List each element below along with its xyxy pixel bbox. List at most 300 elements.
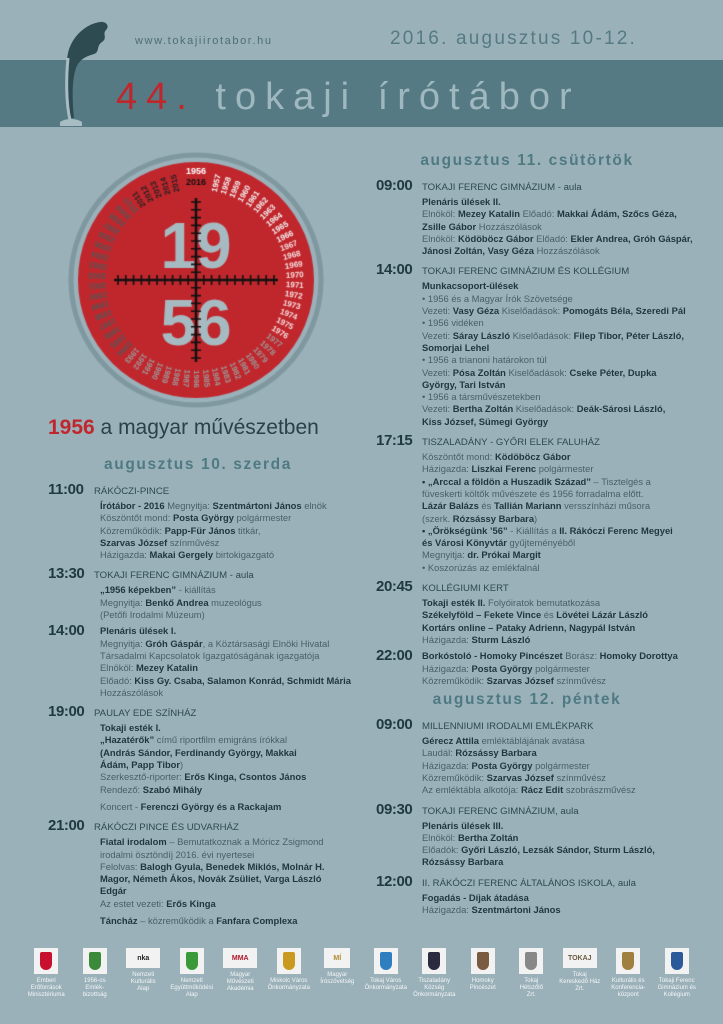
detail-text: Előadó: bbox=[519, 208, 557, 220]
detail-line bbox=[422, 488, 678, 500]
1956-emblem bbox=[66, 150, 326, 410]
sponsor-item[interactable] bbox=[410, 948, 459, 999]
detail-text: Közreműködik: bbox=[422, 771, 487, 783]
sponsor-label: Tokaj Hétszőlő Zrt. bbox=[519, 978, 543, 998]
detail-line bbox=[100, 734, 348, 746]
detail-line bbox=[422, 280, 678, 292]
name-text: • „Arccal a földön a Huszadik Század” bbox=[422, 475, 591, 487]
website-url[interactable]: www.tokajiirotabor.hu bbox=[135, 35, 273, 47]
event-header bbox=[376, 716, 678, 735]
detail-text: Elnököl: bbox=[422, 831, 458, 843]
name-text: Posta György bbox=[471, 759, 533, 771]
detail-text: Köszöntőt mond: bbox=[100, 512, 173, 524]
detail-text: Laudál: bbox=[422, 747, 456, 759]
name-text: Ködöböcz Gábor bbox=[494, 451, 571, 463]
name-text: Szarvas József bbox=[100, 536, 168, 548]
event-time: 13:30 bbox=[48, 565, 85, 583]
detail-text: polgármester bbox=[233, 512, 292, 524]
schedule-event bbox=[376, 716, 678, 796]
name-text: Edgár bbox=[100, 885, 127, 897]
name-text: Posta György bbox=[172, 512, 234, 524]
event-venue: TOKAJI FERENC GIMNÁZIUM - aula bbox=[422, 182, 582, 193]
name-text: Fiatal irodalom bbox=[100, 836, 167, 848]
detail-line bbox=[422, 735, 678, 747]
event-details bbox=[376, 892, 678, 917]
sponsor-logo-icon bbox=[180, 948, 204, 974]
detail-text: füveskerti költők művészete és 1956 forradalma előtt. bbox=[422, 487, 644, 499]
detail-text: és bbox=[478, 500, 494, 512]
detail-text: Kiselőadások: bbox=[513, 403, 577, 415]
day-section bbox=[376, 691, 678, 916]
schedule-column-right bbox=[376, 152, 693, 920]
name-text: Ekler Andrea, Gróh Gáspár, bbox=[570, 232, 693, 244]
quill-logo-icon bbox=[50, 18, 120, 128]
name-text: Sáray László bbox=[452, 329, 511, 341]
event-venue: TOKAJI FERENC GIMNÁZIUM, aula bbox=[422, 805, 579, 817]
name-text: Munkacsoport-ülések bbox=[422, 280, 519, 292]
event-time: 09:00 bbox=[376, 716, 413, 734]
event-header bbox=[376, 261, 678, 280]
name-text: Tallián Mariann bbox=[493, 500, 562, 512]
detail-text: Folyóiratok bemutatkozása bbox=[485, 597, 601, 609]
name-text: (András Sándor, Ferdinandy György, Makkai bbox=[100, 746, 297, 758]
detail-line bbox=[422, 476, 678, 488]
name-text: Makai Gergely bbox=[149, 549, 214, 561]
detail-text: irodalmi ösztöndíj 2016. évi nyertesei bbox=[100, 848, 255, 860]
event-details bbox=[376, 650, 678, 687]
detail-text: Rendező: bbox=[100, 783, 143, 795]
event-details bbox=[376, 280, 686, 428]
event-header bbox=[376, 873, 678, 892]
name-text: Cseke Péter, Dupka bbox=[569, 366, 657, 378]
detail-line bbox=[100, 873, 348, 885]
sponsor-item[interactable] bbox=[459, 948, 508, 999]
day-heading: augusztus 10. szerda bbox=[104, 456, 292, 473]
name-text: Plenáris ülések III. bbox=[422, 819, 504, 831]
schedule-event bbox=[376, 801, 678, 869]
name-text: dr. Prókai Margit bbox=[467, 549, 541, 561]
detail-line bbox=[422, 832, 678, 844]
schedule-event bbox=[376, 432, 678, 574]
detail-line bbox=[422, 221, 678, 233]
detail-text: Az emléktábla alkotója: bbox=[422, 784, 522, 796]
name-text: Szabó Mihály bbox=[142, 783, 203, 795]
name-text: Sturm László bbox=[471, 633, 531, 645]
name-text: Rózsássy Barbara bbox=[452, 512, 535, 524]
name-text: Liszkai Ferenc bbox=[471, 463, 537, 475]
detail-text: Köszöntőt mond: bbox=[422, 451, 495, 463]
detail-line bbox=[100, 801, 348, 813]
detail-text: Házigazda: bbox=[422, 633, 472, 645]
detail-text: színművész bbox=[553, 771, 606, 783]
name-text: Bertha Zoltán bbox=[457, 831, 519, 843]
name-text: Szarvas József bbox=[486, 674, 554, 686]
event-details bbox=[48, 584, 348, 621]
sponsor-logos bbox=[22, 948, 702, 999]
detail-text: Közreműködik: bbox=[422, 674, 487, 686]
detail-text: Közreműködik: bbox=[100, 524, 165, 536]
sponsor-item[interactable] bbox=[313, 948, 362, 999]
detail-line bbox=[422, 609, 678, 621]
sponsor-logo-icon bbox=[422, 948, 446, 974]
detail-text: Megnyitja: bbox=[100, 596, 146, 608]
detail-text: szobrászművész bbox=[563, 784, 636, 796]
detail-text: Kiselőadások: bbox=[505, 366, 570, 378]
detail-line bbox=[100, 784, 348, 796]
detail-line bbox=[422, 663, 678, 675]
name-text: Magor, Németh Ákos, Novák Zsüliet, Varga László bbox=[100, 873, 322, 885]
detail-text: polgármester bbox=[532, 662, 590, 674]
name-text: Szentmártoni János bbox=[471, 904, 561, 916]
detail-line bbox=[100, 512, 348, 524]
event-time: 19:00 bbox=[48, 703, 85, 721]
name-text: Gróh Gáspár bbox=[145, 637, 203, 649]
detail-line bbox=[422, 904, 678, 916]
sponsor-label: Homoky Pincészet bbox=[469, 978, 496, 991]
detail-line bbox=[100, 771, 348, 783]
program-subtitle bbox=[48, 416, 319, 440]
name-text: Makkai Ádám, Szőcs Géza, bbox=[556, 208, 677, 220]
sponsor-logo-icon bbox=[83, 948, 107, 974]
detail-line bbox=[422, 844, 678, 856]
detail-text: színművész bbox=[553, 674, 606, 686]
detail-text: ) bbox=[180, 759, 184, 771]
name-text: Balogh Gyula, Benedek Miklós, Molnár H. bbox=[140, 860, 325, 872]
detail-text: Kiselőadások: bbox=[499, 305, 563, 317]
detail-line bbox=[422, 232, 693, 245]
event-time: 17:15 bbox=[376, 432, 413, 450]
detail-text: és bbox=[541, 609, 557, 621]
sponsor-item[interactable] bbox=[507, 948, 556, 999]
page-title bbox=[116, 76, 581, 119]
event-details bbox=[376, 820, 678, 869]
detail-text: Elnököl: bbox=[422, 232, 458, 244]
detail-text: (Petőfi Irodalmi Múzeum) bbox=[100, 609, 205, 621]
schedule-event bbox=[376, 873, 678, 917]
schedule-event bbox=[48, 817, 348, 927]
detail-line bbox=[422, 342, 678, 354]
detail-text: • 1956 a trianoni határokon túl bbox=[422, 354, 547, 366]
day-heading: augusztus 11. csütörtök bbox=[420, 152, 634, 169]
name-text: György, Tari István bbox=[422, 378, 506, 390]
name-text: Rózsássy Barbara bbox=[422, 856, 504, 868]
event-venue: PAULAY EDE SZÍNHÁZ bbox=[94, 708, 197, 720]
detail-text: • 1956 vidéken bbox=[422, 317, 484, 329]
detail-line bbox=[422, 856, 678, 868]
event-details bbox=[48, 625, 351, 699]
name-text: Pósa Zoltán bbox=[452, 366, 506, 378]
name-text: Bertha Zoltán bbox=[452, 403, 514, 415]
detail-line bbox=[422, 892, 678, 904]
detail-line bbox=[100, 650, 348, 662]
name-text: Fogadás - Díjak átadása bbox=[422, 891, 529, 903]
detail-line bbox=[422, 403, 678, 415]
sponsor-logo-icon: TOKAJ bbox=[563, 948, 597, 968]
detail-text: Elnököl: bbox=[422, 208, 458, 220]
sponsor-logo-icon bbox=[665, 948, 689, 974]
event-venue: RÁKÓCZI PINCE ÉS UDVARHÁZ bbox=[94, 822, 239, 834]
schedule-event bbox=[48, 622, 351, 699]
detail-text: Megnyitja: bbox=[422, 549, 468, 561]
name-text: Posta György bbox=[471, 662, 533, 674]
name-text: Plenáris ülések II. bbox=[422, 196, 501, 207]
sponsor-label: Tokaj Város Önkormányzata bbox=[364, 978, 407, 991]
schedule-event bbox=[48, 703, 348, 813]
sponsor-item[interactable] bbox=[265, 948, 314, 999]
detail-text: Házigazda: bbox=[422, 759, 472, 771]
name-text: Lázár Balázs bbox=[422, 500, 479, 512]
detail-line bbox=[100, 861, 348, 873]
detail-line bbox=[422, 354, 678, 366]
sponsor-logo-icon bbox=[616, 948, 640, 974]
detail-text: (szerk. bbox=[422, 512, 453, 524]
event-venue: TOKAJI FERENC GIMNÁZIUM ÉS KOLLÉGIUM bbox=[422, 266, 630, 278]
event-header bbox=[376, 432, 678, 451]
event-venue: MILLENNIUMI IRODALMI EMLÉKPARK bbox=[422, 721, 594, 733]
detail-text: • 1956 a társművészetekben bbox=[422, 391, 541, 403]
sponsor-logo-icon bbox=[374, 948, 398, 974]
name-text: Ádám, Papp Tibor bbox=[100, 759, 181, 771]
detail-line bbox=[422, 208, 678, 220]
name-text: Benkő Andrea bbox=[145, 596, 209, 608]
detail-text: Vezeti: bbox=[422, 403, 453, 415]
name-text: Rózsássy Barbara bbox=[455, 747, 537, 759]
detail-line bbox=[422, 196, 678, 208]
event-header bbox=[48, 703, 348, 722]
event-details bbox=[376, 451, 678, 574]
event-time: 11:00 bbox=[48, 481, 84, 498]
detail-text: – Bemutatkoznak a Móricz Zsigmond bbox=[166, 836, 324, 848]
subtitle-text: a magyar művészetben bbox=[94, 416, 319, 439]
detail-line bbox=[100, 549, 348, 561]
detail-text: Szerkesztő-riporter: bbox=[100, 771, 185, 783]
schedule-column-left bbox=[48, 456, 351, 931]
detail-text: - Kiállítás a bbox=[507, 524, 560, 536]
sponsor-logo-icon bbox=[34, 948, 58, 974]
name-text: Homoky Dorottya bbox=[599, 650, 678, 662]
detail-line bbox=[422, 513, 678, 525]
event-time: 14:00 bbox=[376, 261, 413, 279]
detail-text: Koncert - bbox=[100, 800, 141, 812]
detail-line bbox=[422, 820, 678, 832]
detail-text: Felolvas: bbox=[100, 860, 141, 872]
detail-text: című riportfilm emigráns írókkal bbox=[154, 734, 288, 746]
detail-line bbox=[422, 760, 678, 772]
name-text: Mezey Katalin bbox=[135, 662, 198, 674]
name-text: Kiss Gy. Csaba, Salamon Konrád, Schmidt Mária bbox=[134, 674, 351, 686]
name-text: Vasy Géza bbox=[452, 305, 500, 317]
detail-line bbox=[422, 537, 678, 549]
detail-text: – közreműködik a bbox=[137, 915, 217, 927]
detail-text: Hozzászólások bbox=[534, 245, 600, 257]
detail-line bbox=[422, 562, 678, 574]
event-details bbox=[48, 500, 348, 561]
name-text: Kortárs online – Pataky Adrienn, Nagypál István bbox=[422, 621, 636, 633]
detail-line bbox=[422, 675, 678, 687]
event-header bbox=[376, 801, 678, 820]
detail-text: Hozzászólások bbox=[476, 220, 542, 232]
name-text: Zsille Gábor bbox=[422, 220, 477, 232]
detail-line bbox=[422, 525, 678, 537]
sponsor-label: 1956-os Emlék- bizottság bbox=[82, 978, 107, 998]
detail-text: Megnyitja: bbox=[164, 500, 213, 511]
detail-line bbox=[100, 759, 348, 771]
detail-line bbox=[422, 379, 678, 391]
detail-text: Vezeti: bbox=[422, 366, 453, 378]
event-time: 20:45 bbox=[376, 578, 413, 596]
name-text: II. Rákóczi Ferenc Megyei bbox=[559, 524, 673, 536]
detail-text: Hozzászólások bbox=[100, 686, 164, 698]
day-heading: augusztus 12. péntek bbox=[432, 691, 622, 709]
detail-line bbox=[422, 416, 678, 428]
sponsor-item[interactable] bbox=[168, 948, 217, 999]
detail-text: • Koszorúzás az emlékfalnál bbox=[422, 561, 540, 573]
sponsor-item[interactable] bbox=[653, 948, 702, 999]
name-text: Ködöböcz Gábor bbox=[457, 232, 534, 244]
detail-line bbox=[422, 463, 678, 475]
detail-text: gyűjteményéből bbox=[506, 537, 576, 549]
sponsor-label: Tiszaladány Község Önkormányzata bbox=[413, 978, 456, 998]
sponsor-item[interactable] bbox=[604, 948, 653, 999]
detail-line bbox=[100, 836, 348, 848]
name-text: „Hazatérők” bbox=[100, 734, 155, 746]
detail-line bbox=[422, 650, 678, 662]
event-details bbox=[376, 735, 678, 796]
detail-line bbox=[422, 622, 678, 634]
schedule-event bbox=[376, 177, 693, 257]
name-text: Deák-Sárosi László, bbox=[576, 403, 666, 415]
name-text: Lövétei Lázár László bbox=[556, 609, 648, 621]
schedule-event bbox=[376, 261, 686, 428]
schedule-event bbox=[376, 647, 678, 687]
detail-text: Előadók: bbox=[422, 844, 462, 856]
detail-line bbox=[422, 784, 678, 796]
name-text: Tokaji esték II. bbox=[422, 597, 486, 609]
detail-text: titkár, bbox=[235, 524, 261, 536]
detail-text: , a Köztársasági Elnöki Hivatal bbox=[202, 637, 330, 649]
sponsor-label: Kulturális és Konferencia- központ bbox=[611, 978, 646, 998]
detail-line bbox=[422, 293, 678, 305]
detail-text: ) bbox=[534, 512, 538, 524]
detail-text: – Tisztelgés a bbox=[590, 475, 651, 487]
detail-line bbox=[100, 722, 348, 734]
detail-text: Előadó: bbox=[533, 232, 571, 244]
detail-text: muzeológus bbox=[208, 596, 262, 608]
title-text: tokaji írótábor bbox=[215, 76, 581, 118]
sponsor-item[interactable] bbox=[216, 948, 265, 999]
name-text: Győri László, Lezsák Sándor, Sturm László, bbox=[461, 844, 655, 856]
detail-text: Az estet vezeti: bbox=[100, 897, 167, 909]
detail-line bbox=[422, 317, 678, 329]
detail-text: színművész bbox=[167, 536, 220, 548]
name-text: Fanfara Complexa bbox=[216, 915, 298, 927]
sponsor-item[interactable] bbox=[119, 948, 168, 999]
detail-line bbox=[422, 500, 678, 512]
sponsor-item[interactable] bbox=[556, 948, 605, 999]
sponsor-logo-icon bbox=[277, 948, 301, 974]
detail-line bbox=[422, 772, 678, 784]
detail-line bbox=[422, 391, 678, 403]
event-venue: RÁKÓCZI-PINCE bbox=[94, 486, 170, 497]
detail-text: Házigazda: bbox=[422, 463, 472, 475]
detail-line bbox=[100, 885, 348, 897]
sponsor-item[interactable] bbox=[71, 948, 120, 999]
event-time: 21:00 bbox=[48, 817, 85, 835]
detail-text: Házigazda: bbox=[100, 549, 150, 561]
name-text: Plenáris ülések I. bbox=[100, 625, 177, 637]
edition-number: 44. bbox=[116, 76, 196, 118]
sponsor-label: Tokaj Kereskedő Ház Zrt. bbox=[559, 972, 601, 992]
name-text: Somorjai Lehel bbox=[422, 341, 490, 353]
name-text: Jánosi Zoltán, Vasy Géza bbox=[422, 245, 535, 257]
event-details bbox=[48, 836, 348, 927]
detail-line bbox=[422, 549, 678, 561]
detail-line bbox=[100, 849, 348, 861]
name-text: Erős Kinga bbox=[166, 897, 216, 909]
name-text: Filep Tibor, Péter László, bbox=[573, 329, 684, 341]
detail-text: Borász: bbox=[562, 650, 600, 662]
detail-line bbox=[100, 597, 348, 609]
event-header bbox=[48, 481, 348, 500]
sponsor-logo-icon bbox=[519, 948, 543, 974]
name-text: „1956 képekben” bbox=[100, 584, 177, 596]
day-section bbox=[376, 152, 693, 687]
event-time: 12:00 bbox=[376, 872, 413, 890]
detail-line bbox=[422, 634, 678, 646]
sponsor-item[interactable] bbox=[362, 948, 411, 999]
event-details bbox=[376, 597, 678, 646]
detail-line bbox=[100, 687, 348, 699]
event-venue: TISZALADÁNY - GYŐRI ELEK FALUHÁZ bbox=[422, 437, 600, 449]
sponsor-label: Magyar Művészeti Akadémia bbox=[226, 972, 254, 992]
sponsor-label: Nemzeti Kulturális Alap bbox=[130, 972, 156, 992]
detail-text: • 1956 és a Magyar Írók Szövetsége bbox=[422, 292, 573, 304]
subtitle-year: 1956 bbox=[48, 416, 95, 439]
name-text: Gérecz Attila bbox=[422, 735, 479, 747]
name-text: Székelyföld – Fekete Vince bbox=[422, 609, 542, 621]
detail-line bbox=[100, 584, 348, 596]
name-text: • „Örökségünk ’56” bbox=[422, 524, 508, 536]
schedule-event bbox=[376, 578, 678, 646]
name-text: Borkóstoló - Homoky Pincészet bbox=[422, 650, 563, 662]
detail-line bbox=[100, 525, 348, 537]
detail-line bbox=[422, 305, 686, 317]
sponsor-label: Nemzeti Együttműködési Alap bbox=[170, 978, 214, 998]
name-text: Táncház bbox=[100, 915, 138, 927]
day-section bbox=[48, 456, 351, 927]
detail-line bbox=[422, 367, 678, 379]
name-text: Pomogáts Béla, Szeredi Pál bbox=[562, 305, 686, 317]
sponsor-label: Emberi Erőforrások Minisztériuma bbox=[27, 978, 65, 998]
detail-line bbox=[100, 674, 351, 687]
detail-text: - kiállítás bbox=[176, 584, 216, 596]
detail-line bbox=[100, 898, 348, 910]
detail-line bbox=[100, 537, 348, 549]
sponsor-label: Magyar Írószövetség bbox=[320, 972, 355, 985]
name-text: Szarvas József bbox=[486, 771, 554, 783]
detail-line bbox=[100, 500, 348, 512]
detail-line bbox=[100, 609, 348, 621]
sponsor-logo-icon: nka bbox=[126, 948, 160, 968]
sponsor-item[interactable] bbox=[22, 948, 71, 999]
event-details bbox=[376, 196, 693, 257]
detail-line bbox=[100, 662, 348, 674]
sponsor-logo-icon: MMA bbox=[223, 948, 257, 968]
detail-text: polgármester bbox=[536, 463, 594, 475]
detail-line bbox=[422, 451, 678, 463]
name-text: Mezey Katalin bbox=[457, 208, 520, 220]
detail-text: versszínházi műsora bbox=[561, 500, 651, 512]
